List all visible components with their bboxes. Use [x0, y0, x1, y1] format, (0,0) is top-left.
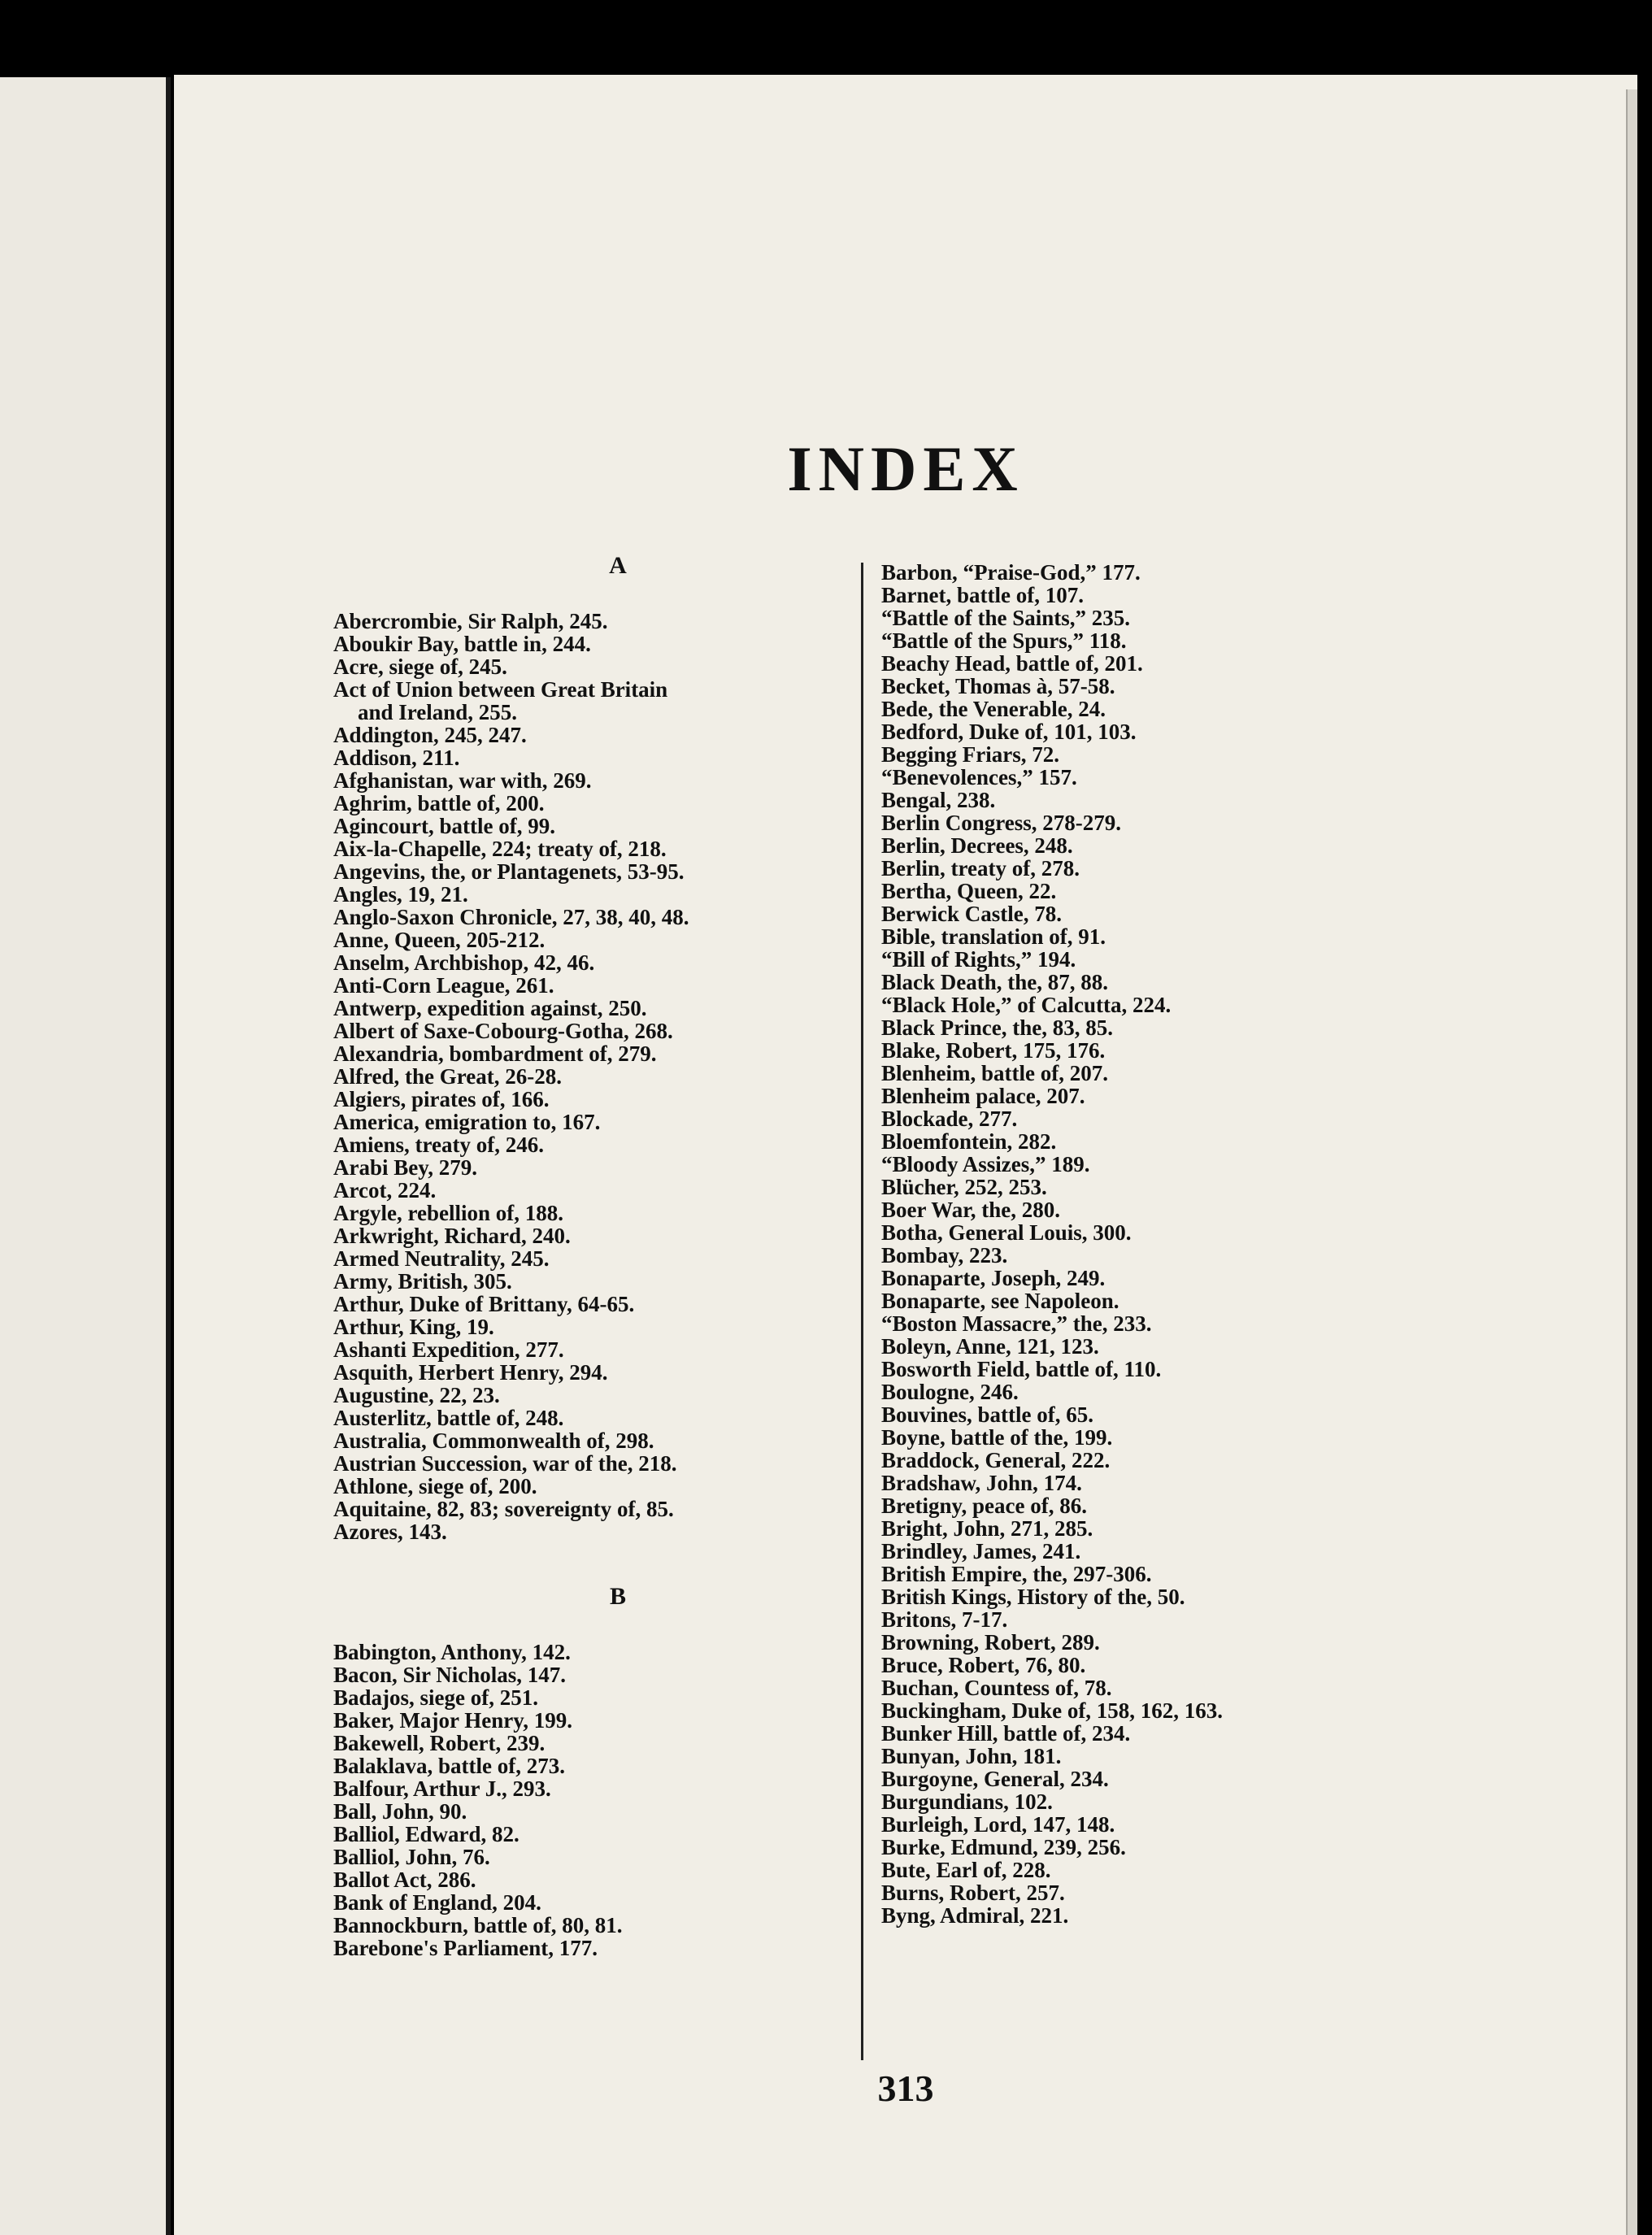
index-entry: Austrian Succession, war of the, 218.: [333, 1451, 677, 1476]
index-entry: Bannockburn, battle of, 80, 81.: [333, 1913, 623, 1937]
index-entry: Ballot Act, 286.: [333, 1868, 476, 1892]
index-entry: Aboukir Bay, battle in, 244.: [333, 632, 591, 656]
index-entry: “Battle of the Spurs,” 118.: [881, 628, 1127, 653]
index-entry: Babington, Anthony, 142.: [333, 1640, 571, 1664]
index-entry: Britons, 7-17.: [881, 1607, 1008, 1632]
index-entry: Balfour, Arthur J., 293.: [333, 1776, 551, 1801]
index-entry: Albert of Saxe-Cobourg-Gotha, 268.: [333, 1019, 673, 1043]
index-entry: Blake, Robert, 175, 176.: [881, 1038, 1106, 1063]
index-entry: Boleyn, Anne, 121, 123.: [881, 1334, 1099, 1359]
index-entry: Boer War, the, 280.: [881, 1198, 1061, 1222]
index-entry: Bank of England, 204.: [333, 1890, 541, 1915]
index-entry: Berlin Congress, 278-279.: [881, 811, 1121, 835]
index-entry: British Kings, History of the, 50.: [881, 1585, 1185, 1609]
index-entry: Ball, John, 90.: [333, 1799, 467, 1824]
index-list-b: [333, 1641, 902, 1959]
index-entry: Burns, Robert, 257.: [881, 1881, 1065, 1905]
index-entry: Aghrim, battle of, 200.: [333, 791, 545, 815]
index-column-left: [333, 554, 902, 1959]
page-number: 313: [877, 2068, 934, 2109]
index-entry: and Ireland, 255.: [358, 700, 518, 724]
index-entry: “Battle of the Saints,” 235.: [881, 606, 1130, 630]
index-list-right: [881, 561, 1580, 1927]
index-entry: “Benevolences,” 157.: [881, 765, 1077, 789]
index-entry: Bretigny, peace of, 86.: [881, 1494, 1087, 1518]
index-entry: Bright, John, 271, 285.: [881, 1516, 1093, 1541]
column-divider: [861, 563, 863, 2060]
index-entry: Boulogne, 246.: [881, 1380, 1019, 1404]
index-entry: Barebone's Parliament, 177.: [333, 1936, 598, 1960]
section-letter-b: B: [609, 1583, 626, 1610]
index-entry: Augustine, 22, 23.: [333, 1383, 500, 1407]
index-entry: Braddock, General, 222.: [881, 1448, 1111, 1472]
index-entry: Brindley, James, 241.: [881, 1539, 1081, 1563]
index-entry: Begging Friars, 72.: [881, 742, 1059, 767]
index-entry: Addison, 211.: [333, 746, 460, 770]
index-entry: Angles, 19, 21.: [333, 882, 468, 907]
index-entry: Burke, Edmund, 239, 256.: [881, 1835, 1126, 1859]
index-entry: Asquith, Herbert Henry, 294.: [333, 1360, 608, 1385]
index-entry: Arcot, 224.: [333, 1178, 437, 1202]
index-entry: Berwick Castle, 78.: [881, 902, 1062, 926]
adjacent-page-strip: [0, 77, 169, 2235]
index-entry: Arthur, Duke of Brittany, 64-65.: [333, 1292, 635, 1316]
index-entry: Bloemfontein, 282.: [881, 1129, 1057, 1154]
index-entry: Badajos, siege of, 251.: [333, 1685, 538, 1710]
page-gutter-shadow: [166, 77, 171, 2235]
page-edge: [1626, 89, 1637, 2235]
index-entry: Blockade, 277.: [881, 1107, 1018, 1131]
index-entry: Bosworth Field, battle of, 110.: [881, 1357, 1162, 1381]
index-entry: Becket, Thomas à, 57-58.: [881, 674, 1115, 698]
index-entry: Afghanistan, war with, 269.: [333, 768, 592, 793]
book-page: [174, 75, 1637, 2235]
index-entry: Bonaparte, Joseph, 249.: [881, 1266, 1106, 1290]
index-entry: Bakewell, Robert, 239.: [333, 1731, 546, 1755]
index-entry: Azores, 143.: [333, 1520, 447, 1544]
index-entry: Burgundians, 102.: [881, 1789, 1053, 1814]
index-entry: “Boston Massacre,” the, 233.: [881, 1311, 1152, 1336]
index-entry: Bruce, Robert, 76, 80.: [881, 1653, 1086, 1677]
index-entry: Barbon, “Praise-God,” 177.: [881, 560, 1141, 585]
index-entry: Arabi Bey, 279.: [333, 1155, 478, 1180]
index-entry: Australia, Commonwealth of, 298.: [333, 1428, 654, 1453]
index-entry: Athlone, siege of, 200.: [333, 1474, 537, 1498]
index-entry: Browning, Robert, 289.: [881, 1630, 1100, 1655]
index-entry: Bonaparte, see Napoleon.: [881, 1289, 1119, 1313]
index-list-a: [333, 610, 902, 1543]
index-entry: Anne, Queen, 205-212.: [333, 928, 546, 952]
index-entry: Bede, the Venerable, 24.: [881, 697, 1106, 721]
index-entry: Acre, siege of, 245.: [333, 654, 507, 679]
index-entry: Barnet, battle of, 107.: [881, 583, 1084, 607]
index-entry: Agincourt, battle of, 99.: [333, 814, 555, 838]
index-entry: Anglo-Saxon Chronicle, 27, 38, 40, 48.: [333, 905, 689, 929]
index-entry: Bertha, Queen, 22.: [881, 879, 1057, 903]
index-entry: Bunker Hill, battle of, 234.: [881, 1721, 1131, 1746]
index-entry: Berlin, treaty of, 278.: [881, 856, 1080, 881]
index-entry: Army, British, 305.: [333, 1269, 512, 1294]
index-entry: Angevins, the, or Plantagenets, 53-95.: [333, 859, 685, 884]
index-entry: Anselm, Archbishop, 42, 46.: [333, 950, 595, 975]
index-entry: Blenheim, battle of, 207.: [881, 1061, 1108, 1085]
index-entry: Bedford, Duke of, 101, 103.: [881, 720, 1137, 744]
index-entry: Blücher, 252, 253.: [881, 1175, 1047, 1199]
index-entry: “Bill of Rights,” 194.: [881, 947, 1076, 972]
index-entry: “Black Hole,” of Calcutta, 224.: [881, 993, 1172, 1017]
index-entry: Blenheim palace, 207.: [881, 1084, 1085, 1108]
index-column-right: [881, 561, 1580, 1927]
index-entry: Bradshaw, John, 174.: [881, 1471, 1082, 1495]
index-entry: Byng, Admiral, 221.: [881, 1903, 1069, 1928]
index-entry: Bengal, 238.: [881, 788, 996, 812]
index-entry: Burleigh, Lord, 147, 148.: [881, 1812, 1115, 1837]
index-entry: Balliol, Edward, 82.: [333, 1822, 520, 1846]
index-entry: “Bloody Assizes,” 189.: [881, 1152, 1090, 1176]
index-entry: Balliol, John, 76.: [333, 1845, 490, 1869]
index-entry: Bombay, 223.: [881, 1243, 1008, 1268]
index-entry: Bute, Earl of, 228.: [881, 1858, 1051, 1882]
index-entry: British Empire, the, 297-306.: [881, 1562, 1152, 1586]
index-entry: Arkwright, Richard, 240.: [333, 1224, 571, 1248]
index-entry: Act of Union between Great Britain: [333, 677, 668, 702]
index-entry: Baker, Major Henry, 199.: [333, 1708, 572, 1733]
index-entry: Burgoyne, General, 234.: [881, 1767, 1109, 1791]
index-entry: Beachy Head, battle of, 201.: [881, 651, 1143, 676]
index-entry: Anti-Corn League, 261.: [333, 973, 554, 998]
index-entry: Buckingham, Duke of, 158, 162, 163.: [881, 1698, 1224, 1723]
index-entry: America, emigration to, 167.: [333, 1110, 601, 1134]
index-entry: Bacon, Sir Nicholas, 147.: [333, 1663, 567, 1687]
index-entry: Ashanti Expedition, 277.: [333, 1337, 564, 1362]
index-entry: Algiers, pirates of, 166.: [333, 1087, 550, 1111]
index-entry: Amiens, treaty of, 246.: [333, 1133, 544, 1157]
index-entry: Alfred, the Great, 26-28.: [333, 1064, 562, 1089]
index-entry: Austerlitz, battle of, 248.: [333, 1406, 564, 1430]
index-entry: Abercrombie, Sir Ralph, 245.: [333, 609, 608, 633]
index-entry: Aix-la-Chapelle, 224; treaty of, 218.: [333, 837, 667, 861]
page-title: INDEX: [787, 433, 1024, 504]
index-entry: Armed Neutrality, 245.: [333, 1246, 550, 1271]
index-entry: Aquitaine, 82, 83; sovereignty of, 85.: [333, 1497, 674, 1521]
index-entry: Bible, translation of, 91.: [881, 924, 1106, 949]
index-entry: Addington, 245, 247.: [333, 723, 527, 747]
index-entry: Berlin, Decrees, 248.: [881, 833, 1073, 858]
index-entry: Buchan, Countess of, 78.: [881, 1676, 1112, 1700]
index-entry: Argyle, rebellion of, 188.: [333, 1201, 563, 1225]
index-entry: Bouvines, battle of, 65.: [881, 1402, 1094, 1427]
index-entry: Botha, General Louis, 300.: [881, 1220, 1132, 1245]
index-entry: Balaklava, battle of, 273.: [333, 1754, 566, 1778]
index-entry: Antwerp, expedition against, 250.: [333, 996, 647, 1020]
index-entry: Black Prince, the, 83, 85.: [881, 1015, 1113, 1040]
index-entry: Boyne, battle of the, 199.: [881, 1425, 1113, 1450]
index-entry: Arthur, King, 19.: [333, 1315, 494, 1339]
section-letter-a: A: [609, 552, 627, 579]
index-entry: Black Death, the, 87, 88.: [881, 970, 1108, 994]
index-entry: Bunyan, John, 181.: [881, 1744, 1062, 1768]
index-entry: Alexandria, bombardment of, 279.: [333, 1041, 657, 1066]
